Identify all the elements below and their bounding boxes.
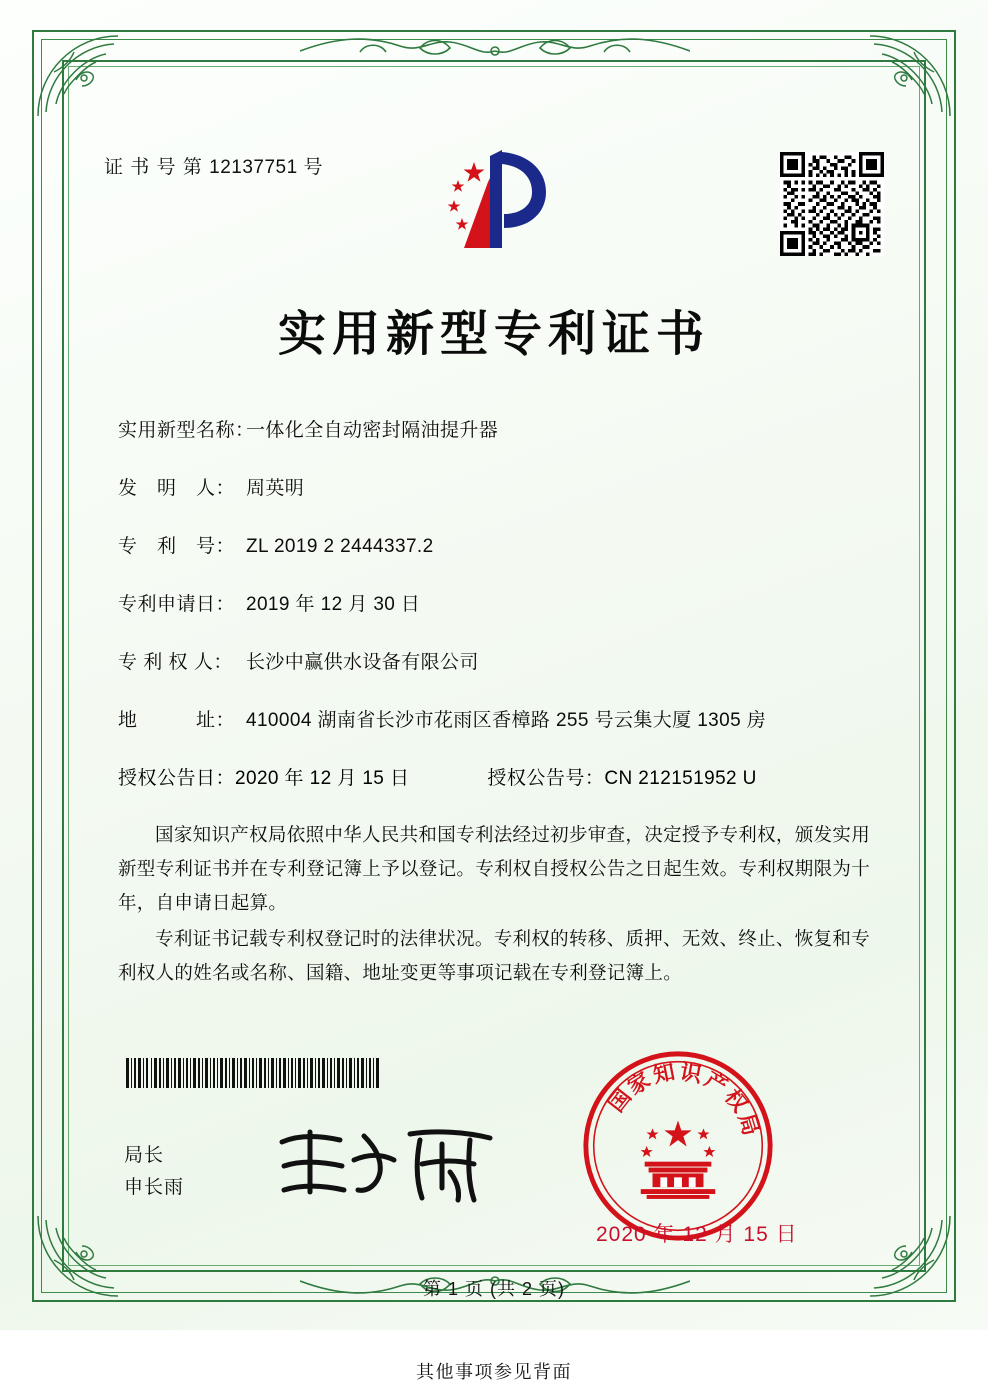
svg-text:产: 产 [699, 1067, 732, 1100]
certificate-number [104, 152, 323, 179]
director-name: 申长雨 [124, 1177, 185, 1198]
svg-text:识: 识 [677, 1059, 704, 1089]
paragraph-grant: 国家知识产权局依照中华人民共和国专利法经过初步审查，决定授予专利权，颁发实用新型专利证书并在专利登记簿上予以登记。专利权自授权公告之日起生效。专利权期限为十年，自申请日起算。 [118, 824, 871, 913]
qr-code[interactable] [780, 152, 884, 256]
field-value: 长沙中赢供水设备有限公司 [246, 652, 479, 673]
fields-list [118, 415, 878, 812]
field-publication [118, 763, 878, 790]
field-inventor [118, 473, 878, 500]
publication-date-label: 授权公告日： [118, 768, 236, 789]
svg-text:知: 知 [651, 1059, 678, 1089]
field-value: 410004 湖南省长沙市花雨区香樟路 255 号云集大厦 1305 房 [246, 710, 767, 731]
field-label: 实用新型名称： [118, 420, 255, 441]
field-value: ZL 2019 2 2444337.2 [246, 536, 434, 557]
field-value: 周英明 [246, 478, 305, 499]
paragraph-registry: 专利证书记载专利权登记时的法律状况。专利权的转移、质押、无效、终止、恢复和专利权人的姓名或名称、国籍、地址变更等事项记载在专利登记簿上。 [118, 928, 870, 983]
field-label: 地 址： [118, 710, 236, 731]
field-patentee [118, 647, 878, 674]
publication-number-value: CN 212151952 U [604, 768, 757, 789]
publication-date-value: 2020 年 12 月 15 日 [235, 768, 410, 789]
field-label: 发 明 人： [118, 478, 236, 499]
svg-text:局: 局 [732, 1110, 764, 1139]
seal-date: 2020 年 12 月 15 日 [596, 1223, 798, 1246]
field-label: 专 利 权 人： [118, 652, 233, 673]
field-value: 一体化全自动密封隔油提升器 [246, 420, 499, 441]
cnipa-logo [424, 148, 564, 258]
svg-text:权: 权 [719, 1084, 753, 1118]
field-label: 专利申请日： [118, 594, 236, 615]
page-indicator: 第 1 页 (共 2 页) [422, 1279, 565, 1299]
certificate-number-value: 12137751 号 [209, 157, 323, 178]
back-side-note: 其他事项参见背面 [416, 1362, 572, 1382]
certificate-number-label: 证 书 号 第 [104, 157, 203, 178]
page-title: 实用新型专利证书 [277, 306, 710, 362]
field-application-date [118, 589, 878, 616]
official-red-seal [580, 1048, 776, 1244]
legal-text [118, 818, 870, 992]
publication-number-label: 授权公告号： [487, 768, 605, 789]
field-value: 2019 年 12 月 30 日 [246, 594, 421, 615]
barcode [126, 1058, 381, 1088]
director-title: 局长 [124, 1145, 165, 1166]
handwritten-signature [270, 1120, 500, 1212]
field-label: 专 利 号： [118, 536, 236, 557]
svg-text:国: 国 [603, 1084, 637, 1118]
field-patent-number [118, 531, 878, 558]
field-utility-model-name [118, 415, 878, 442]
signature-block [124, 1140, 184, 1204]
field-address [118, 705, 878, 732]
svg-text:家: 家 [623, 1067, 656, 1101]
